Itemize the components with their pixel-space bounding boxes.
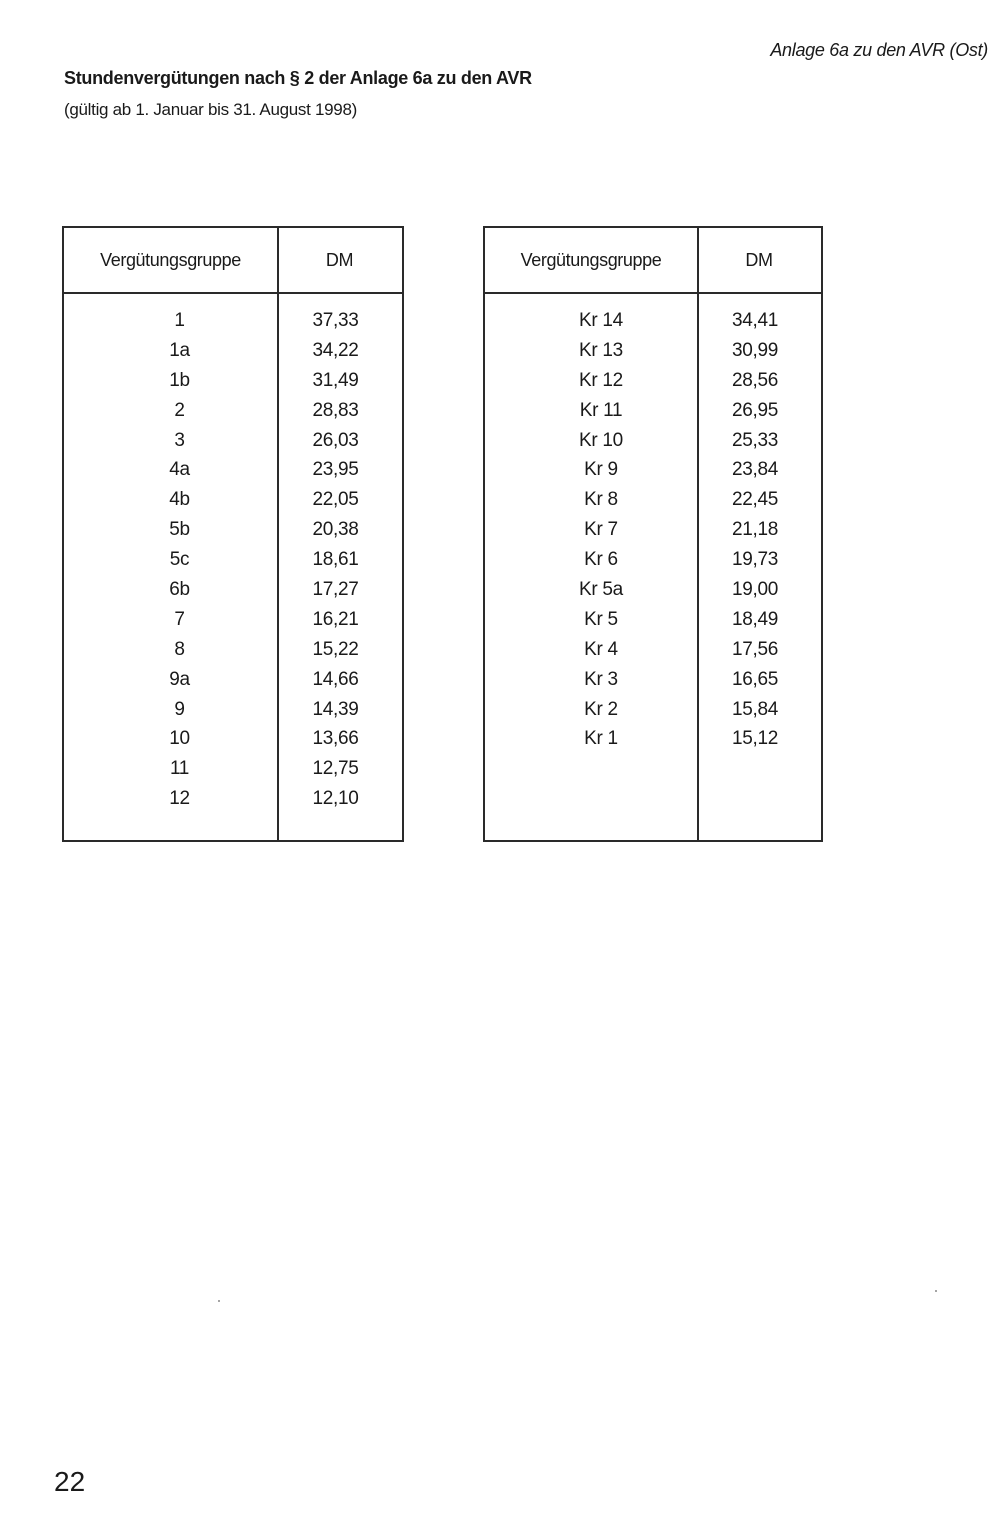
- amount-cell: 16,65: [731, 668, 779, 690]
- table-row: [485, 515, 821, 545]
- running-header: Anlage 6a zu den AVR (Ost): [770, 40, 988, 60]
- amount-cell: 26,03: [312, 429, 359, 451]
- amount-cell: 22,05: [312, 489, 359, 511]
- table-row: [64, 396, 402, 426]
- page-number: 22: [54, 1466, 86, 1497]
- table-row: [64, 575, 402, 605]
- amount-cell: 20,38: [312, 519, 359, 541]
- pay-group-cell: 6b: [169, 578, 190, 600]
- amount-cell: 34,22: [312, 339, 359, 361]
- pay-group-cell: Kr 4: [584, 638, 618, 660]
- amount-cell: 12,10: [312, 788, 359, 810]
- table-row: [485, 485, 821, 515]
- pay-group-cell: 4a: [169, 459, 190, 481]
- table-row: [485, 306, 821, 336]
- table-row: [64, 665, 402, 695]
- pay-group-cell: Kr 11: [579, 399, 623, 421]
- pay-group-cell: Kr 7: [584, 519, 618, 541]
- table-row: [485, 366, 821, 396]
- amount-cell: 19,00: [731, 578, 779, 600]
- table-row: [485, 665, 821, 695]
- column-header-group: Vergütungsgruppe: [520, 249, 662, 270]
- table-row: [485, 426, 821, 456]
- pay-group-cell: Kr 5: [584, 608, 618, 630]
- pay-group-cell: 1a: [169, 339, 190, 361]
- table-row: [64, 545, 402, 575]
- column-header-amount: DM: [325, 249, 354, 270]
- table-row: [485, 695, 821, 725]
- pay-group-cell: 5c: [169, 549, 190, 571]
- table-row: [485, 605, 821, 635]
- scan-speck: [218, 1300, 220, 1302]
- table-row: [64, 366, 402, 396]
- table-row: [64, 426, 402, 456]
- amount-cell: 18,49: [731, 608, 779, 630]
- pay-group-cell: Kr 10: [579, 429, 623, 451]
- table-header-row: [64, 228, 402, 294]
- table-row: [64, 724, 402, 754]
- pay-group-cell: 3: [174, 429, 185, 451]
- table-row: [64, 336, 402, 366]
- amount-cell: 22,45: [731, 489, 779, 511]
- table-row: [485, 724, 821, 754]
- page-subtitle: (gültig ab 1. Januar bis 31. August 1998): [64, 100, 357, 119]
- table-row: [485, 336, 821, 366]
- pay-group-cell: 1: [174, 309, 185, 331]
- amount-cell: 28,56: [731, 369, 779, 391]
- pay-group-cell: Kr 3: [584, 668, 618, 690]
- pay-table-nursing: [483, 226, 823, 842]
- table-row: [64, 784, 402, 814]
- table-row: [64, 455, 402, 485]
- amount-cell: 37,33: [312, 309, 359, 331]
- table-row: [64, 605, 402, 635]
- pay-group-cell: Kr 13: [579, 339, 623, 361]
- scan-speck: [935, 1290, 937, 1292]
- table-row: [64, 754, 402, 784]
- amount-cell: 15,22: [312, 638, 359, 660]
- pay-group-cell: 9: [174, 698, 185, 720]
- column-header-amount: DM: [745, 249, 773, 270]
- pay-group-cell: 9a: [169, 668, 190, 690]
- table-row: [64, 515, 402, 545]
- amount-cell: 15,84: [731, 698, 779, 720]
- table-body: [485, 306, 821, 754]
- table-row: [64, 635, 402, 665]
- pay-group-cell: Kr 1: [584, 728, 618, 750]
- table-row: [485, 396, 821, 426]
- amount-cell: 13,66: [312, 728, 359, 750]
- amount-cell: 23,84: [731, 459, 779, 481]
- table-header-row: [485, 228, 821, 294]
- amount-cell: 18,61: [312, 549, 359, 571]
- amount-cell: 17,56: [731, 638, 779, 660]
- amount-cell: 34,41: [731, 309, 779, 331]
- table-row: [64, 695, 402, 725]
- amount-cell: 17,27: [312, 578, 359, 600]
- amount-cell: 21,18: [731, 519, 779, 541]
- table-row: [485, 575, 821, 605]
- pay-group-cell: Kr 8: [584, 489, 618, 511]
- amount-cell: 30,99: [731, 339, 779, 361]
- amount-cell: 12,75: [312, 758, 359, 780]
- pay-group-cell: Kr 9: [584, 459, 618, 481]
- pay-group-cell: 2: [174, 399, 185, 421]
- table-body: [64, 306, 402, 814]
- pay-group-cell: 11: [169, 758, 190, 780]
- pay-group-cell: 12: [169, 788, 190, 810]
- table-row: [64, 485, 402, 515]
- amount-cell: 16,21: [312, 608, 359, 630]
- pay-group-cell: 7: [174, 608, 185, 630]
- table-row: [64, 306, 402, 336]
- pay-group-cell: Kr 5a: [579, 578, 623, 600]
- pay-group-cell: 10: [169, 728, 190, 750]
- amount-cell: 25,33: [731, 429, 779, 451]
- pay-group-cell: 8: [174, 638, 185, 660]
- amount-cell: 31,49: [312, 369, 359, 391]
- amount-cell: 26,95: [731, 399, 779, 421]
- amount-cell: 14,39: [312, 698, 359, 720]
- amount-cell: 23,95: [312, 459, 359, 481]
- amount-cell: 19,73: [731, 549, 779, 571]
- table-row: [485, 635, 821, 665]
- page-title: Stundenvergütungen nach § 2 der Anlage 6a zu den AVR: [64, 68, 532, 88]
- pay-group-cell: Kr 14: [579, 309, 623, 331]
- pay-group-cell: Kr 12: [579, 369, 623, 391]
- pay-group-cell: Kr 2: [584, 698, 618, 720]
- table-row: [485, 455, 821, 485]
- table-row: [485, 545, 821, 575]
- pay-table-general: [62, 226, 404, 842]
- amount-cell: 14,66: [312, 668, 359, 690]
- pay-group-cell: 4b: [169, 489, 190, 511]
- column-header-group: Vergütungsgruppe: [100, 249, 241, 270]
- amount-cell: 15,12: [731, 728, 779, 750]
- pay-group-cell: 1b: [169, 369, 190, 391]
- pay-group-cell: Kr 6: [584, 549, 618, 571]
- amount-cell: 28,83: [312, 399, 359, 421]
- pay-group-cell: 5b: [169, 519, 190, 541]
